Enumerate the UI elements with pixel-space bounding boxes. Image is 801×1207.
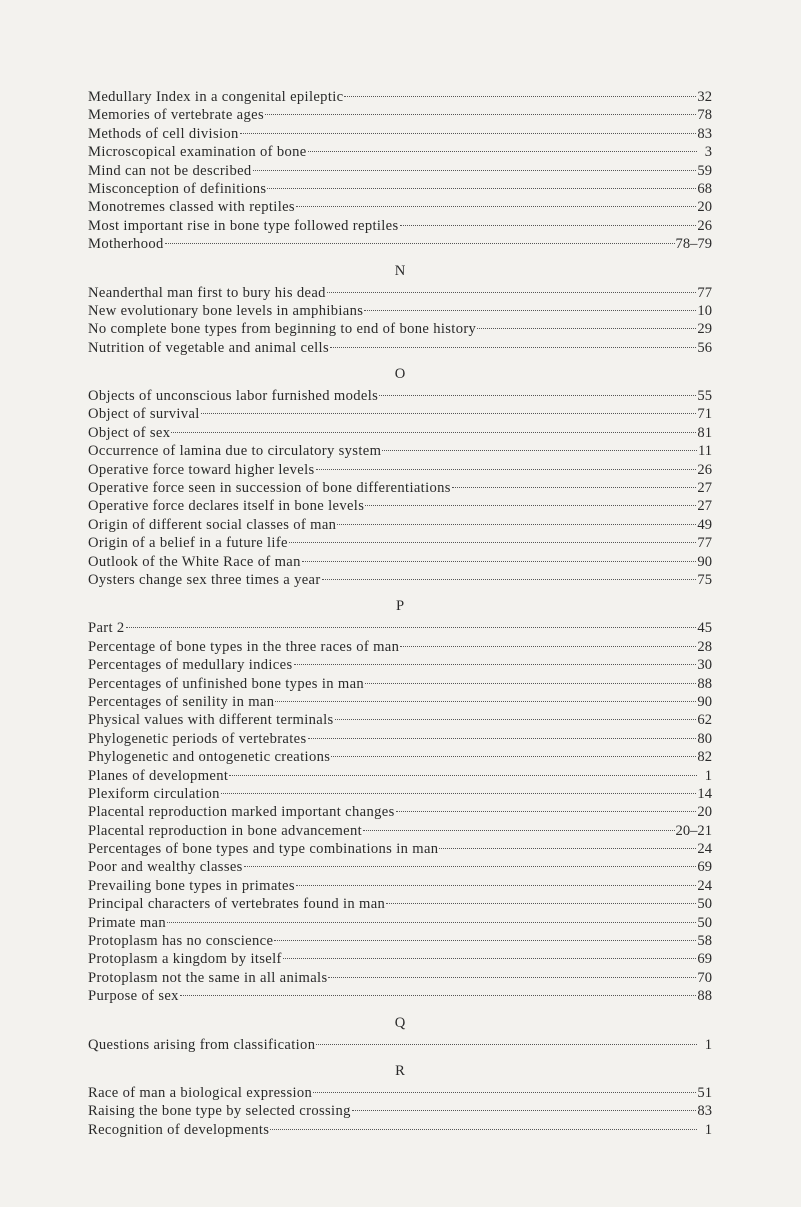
dot-leader <box>344 96 696 97</box>
dot-leader <box>386 903 696 904</box>
index-entry <box>88 914 712 932</box>
entry-text: No complete bone types from beginning to end of bone history <box>88 321 477 338</box>
index-entry <box>88 730 712 748</box>
section-letter-heading: Q <box>394 1014 406 1031</box>
entry-text: Protoplasm has no conscience <box>88 933 274 950</box>
entry-text: Phylogenetic periods of vertebrates <box>88 730 307 747</box>
index-entry <box>88 302 712 320</box>
entry-page-number: 28 <box>697 638 712 655</box>
entry-page-number: 88 <box>697 988 712 1005</box>
dot-leader <box>229 775 697 776</box>
entry-page-number: 20 <box>697 804 712 821</box>
entry-page-number: 75 <box>697 571 712 588</box>
entry-page-number: 58 <box>697 933 712 950</box>
dot-leader <box>331 756 696 757</box>
entry-page-number: 30 <box>697 657 712 674</box>
entry-text: Memories of vertebrate ages <box>88 107 264 124</box>
dot-leader <box>308 738 697 739</box>
entry-text: Misconception of definitions <box>88 180 267 197</box>
index-entry <box>88 405 712 423</box>
entry-text: Percentages of medullary indices <box>88 657 293 674</box>
dot-leader <box>274 940 696 941</box>
index-entry <box>88 571 712 589</box>
entry-text: Origin of different social classes of man <box>88 516 337 533</box>
index-entry <box>88 162 712 180</box>
entry-page-number: 45 <box>697 620 712 637</box>
entry-page-number: 71 <box>697 406 712 423</box>
entry-page-number: 83 <box>697 1103 712 1120</box>
entry-text: New evolutionary bone levels in amphibians <box>88 302 364 319</box>
entry-page-number: 27 <box>697 498 712 515</box>
entry-text: Percentages of unfinished bone types in man <box>88 675 365 692</box>
entry-page-number: 78–79 <box>675 236 712 253</box>
entry-text: Most important rise in bone type followed reptiles <box>88 217 399 234</box>
dot-leader <box>379 395 696 396</box>
section-letter-heading: R <box>395 1062 405 1079</box>
index-entry <box>88 424 712 442</box>
section-letter-heading: O <box>394 366 406 383</box>
index-entry <box>88 387 712 405</box>
entry-page-number: 11 <box>697 443 712 460</box>
entry-page-number: 82 <box>697 749 712 766</box>
dot-leader <box>364 310 696 311</box>
index-entry <box>88 516 712 534</box>
entry-page-number: 55 <box>697 388 712 405</box>
entry-text: Prevailing bone types in primates <box>88 877 295 894</box>
index-entry <box>88 822 712 840</box>
entry-text: Oysters change sex three times a year <box>88 571 321 588</box>
entry-text: Neanderthal man first to bury his dead <box>88 284 326 301</box>
entry-text: Operative force seen in succession of bone differentiations <box>88 480 451 497</box>
index-entry <box>88 284 712 302</box>
entry-page-number: 20 <box>697 199 712 216</box>
entry-text: Objects of unconscious labor furnished models <box>88 388 379 405</box>
entry-text: Race of man a biological expression <box>88 1084 313 1101</box>
dot-leader <box>244 866 697 867</box>
entry-page-number: 26 <box>697 461 712 478</box>
entry-text: Nutrition of vegetable and animal cells <box>88 339 329 356</box>
entry-text: Microscopical examination of bone <box>88 144 307 161</box>
dot-leader <box>400 646 696 647</box>
section-letter-heading: N <box>394 262 406 279</box>
index-section <box>88 1062 712 1139</box>
entry-text: Percentages of senility in man <box>88 693 275 710</box>
dot-leader <box>452 487 697 488</box>
entry-page-number: 90 <box>697 553 712 570</box>
entry-text: Raising the bone type by selected crossing <box>88 1103 351 1120</box>
dot-leader <box>396 811 697 812</box>
index-entry <box>88 895 712 913</box>
index-entry <box>88 932 712 950</box>
dot-leader <box>283 958 697 959</box>
dot-leader <box>171 432 696 433</box>
entry-page-number: 29 <box>697 321 712 338</box>
entry-page-number: 88 <box>697 675 712 692</box>
entry-page-number: 10 <box>697 302 712 319</box>
dot-leader <box>316 1044 697 1045</box>
entry-page-number: 24 <box>697 877 712 894</box>
dot-leader <box>240 133 697 134</box>
entry-text: Monotremes classed with reptiles <box>88 199 295 216</box>
index-entry <box>88 675 712 693</box>
index-entry <box>88 1036 712 1054</box>
entry-text: Percentage of bone types in the three races of man <box>88 638 400 655</box>
entry-page-number: 32 <box>697 89 712 105</box>
index-entry <box>88 320 712 338</box>
index-section <box>88 1014 712 1054</box>
index-entry <box>88 235 712 253</box>
dot-leader <box>201 413 697 414</box>
dot-leader <box>180 995 697 996</box>
entry-page-number: 20–21 <box>675 822 712 839</box>
entry-page-number: 1 <box>704 1036 712 1053</box>
index-entry <box>88 198 712 216</box>
entry-page-number: 69 <box>697 951 712 968</box>
index-section <box>88 365 712 589</box>
entry-text: Occurrence of lamina due to circulatory system <box>88 443 382 460</box>
dot-leader <box>365 505 696 506</box>
index-entry <box>88 711 712 729</box>
index-entry <box>88 619 712 637</box>
entry-text: Planes of development <box>88 767 229 784</box>
index-entry <box>88 553 712 571</box>
dot-leader <box>330 347 696 348</box>
dot-leader <box>327 292 697 293</box>
dot-leader <box>400 225 697 226</box>
index-section <box>88 262 712 358</box>
entry-text: Operative force toward higher levels <box>88 461 315 478</box>
dot-leader <box>308 151 697 152</box>
entry-text: Physical values with different terminals <box>88 712 334 729</box>
entry-page-number: 62 <box>697 712 712 729</box>
index-entry <box>88 785 712 803</box>
entry-text: Purpose of sex <box>88 988 179 1005</box>
entry-page-number: 26 <box>697 217 712 234</box>
index-entry <box>88 950 712 968</box>
index-entry <box>88 497 712 515</box>
entry-page-number: 83 <box>697 125 712 142</box>
entry-page-number: 50 <box>697 896 712 913</box>
index-entry <box>88 1121 712 1139</box>
entry-page-number: 77 <box>697 284 712 301</box>
dot-leader <box>253 170 697 171</box>
entry-text: Methods of cell division <box>88 125 239 142</box>
dot-leader <box>296 206 696 207</box>
entry-page-number: 50 <box>697 914 712 931</box>
index-entry <box>88 987 712 1005</box>
index-entry <box>88 858 712 876</box>
dot-leader <box>167 922 696 923</box>
index-entry <box>88 534 712 552</box>
entry-text: Motherhood <box>88 236 164 253</box>
entry-page-number: 27 <box>697 480 712 497</box>
dot-leader <box>265 114 696 115</box>
dot-leader <box>335 719 697 720</box>
entry-page-number: 49 <box>697 516 712 533</box>
index-entry <box>88 442 712 460</box>
dot-leader <box>270 1129 697 1130</box>
entry-text: Object of survival <box>88 406 200 423</box>
dot-leader <box>267 188 696 189</box>
entry-text: Plexiform circulation <box>88 785 220 802</box>
entry-page-number: 90 <box>697 693 712 710</box>
index-entry <box>88 479 712 497</box>
dot-leader <box>316 469 697 470</box>
dot-leader <box>302 561 697 562</box>
entry-text: Primate man <box>88 914 167 931</box>
dot-leader <box>221 793 697 794</box>
entry-page-number: 1 <box>704 767 712 784</box>
dot-leader <box>322 579 697 580</box>
index-entry <box>88 767 712 785</box>
entry-page-number: 59 <box>697 162 712 179</box>
entry-page-number: 69 <box>697 859 712 876</box>
entry-page-number: 80 <box>697 730 712 747</box>
index-body <box>88 88 712 1139</box>
index-entry <box>88 180 712 198</box>
entry-text: Questions arising from classification <box>88 1036 316 1053</box>
dot-leader <box>382 450 697 451</box>
index-entry <box>88 339 712 357</box>
index-entry <box>88 1084 712 1102</box>
index-entry <box>88 106 712 124</box>
entry-text: Mind can not be described <box>88 162 252 179</box>
entry-page-number: 77 <box>697 535 712 552</box>
entry-text: Medullary Index in a congenital epileptic <box>88 89 344 105</box>
dot-leader <box>313 1092 696 1093</box>
index-entry <box>88 693 712 711</box>
entry-page-number: 1 <box>704 1121 712 1138</box>
index-entry <box>88 143 712 161</box>
entry-text: Phylogenetic and ontogenetic creations <box>88 749 331 766</box>
entry-text: Outlook of the White Race of man <box>88 553 301 570</box>
entry-text: Poor and wealthy classes <box>88 859 243 876</box>
index-entry <box>88 840 712 858</box>
entry-page-number: 24 <box>697 841 712 858</box>
index-entry <box>88 461 712 479</box>
index-entry <box>88 88 712 106</box>
entry-text: Origin of a belief in a future life <box>88 535 288 552</box>
entry-page-number: 51 <box>697 1084 712 1101</box>
index-entry <box>88 125 712 143</box>
entry-page-number: 3 <box>704 144 712 161</box>
entry-text: Percentages of bone types and type combinations in man <box>88 841 439 858</box>
index-entry <box>88 969 712 987</box>
dot-leader <box>296 885 697 886</box>
section-letter-heading: P <box>395 598 405 615</box>
index-entry <box>88 748 712 766</box>
entry-text: Recognition of developments <box>88 1121 270 1138</box>
dot-leader <box>337 524 696 525</box>
entry-page-number: 68 <box>697 180 712 197</box>
index-entry <box>88 877 712 895</box>
entry-text: Principal characters of vertebrates found in man <box>88 896 386 913</box>
entry-text: Operative force declares itself in bone levels <box>88 498 365 515</box>
entry-text: Protoplasm not the same in all animals <box>88 969 328 986</box>
index-section <box>88 597 712 1005</box>
entry-text: Protoplasm a kingdom by itself <box>88 951 282 968</box>
entry-page-number: 70 <box>697 969 712 986</box>
entry-text: Object of sex <box>88 424 171 441</box>
entry-text: Placental reproduction in bone advancement <box>88 822 363 839</box>
entry-page-number: 14 <box>697 785 712 802</box>
index-entry <box>88 638 712 656</box>
dot-leader <box>439 848 696 849</box>
entry-page-number: 56 <box>697 339 712 356</box>
dot-leader <box>352 1110 697 1111</box>
index-entry <box>88 656 712 674</box>
entry-page-number: 78 <box>697 107 712 124</box>
dot-leader <box>328 977 696 978</box>
index-section <box>88 88 712 254</box>
dot-leader <box>294 664 697 665</box>
dot-leader <box>126 627 697 628</box>
dot-leader <box>363 830 674 831</box>
dot-leader <box>477 328 696 329</box>
dot-leader <box>289 542 697 543</box>
dot-leader <box>365 683 696 684</box>
index-page <box>88 88 712 1139</box>
entry-text: Placental reproduction marked important changes <box>88 804 395 821</box>
index-entry <box>88 803 712 821</box>
index-entry <box>88 217 712 235</box>
dot-leader <box>165 243 675 244</box>
index-entry <box>88 1102 712 1120</box>
entry-page-number: 81 <box>697 424 712 441</box>
dot-leader <box>275 701 696 702</box>
entry-text: Part 2 <box>88 620 125 637</box>
